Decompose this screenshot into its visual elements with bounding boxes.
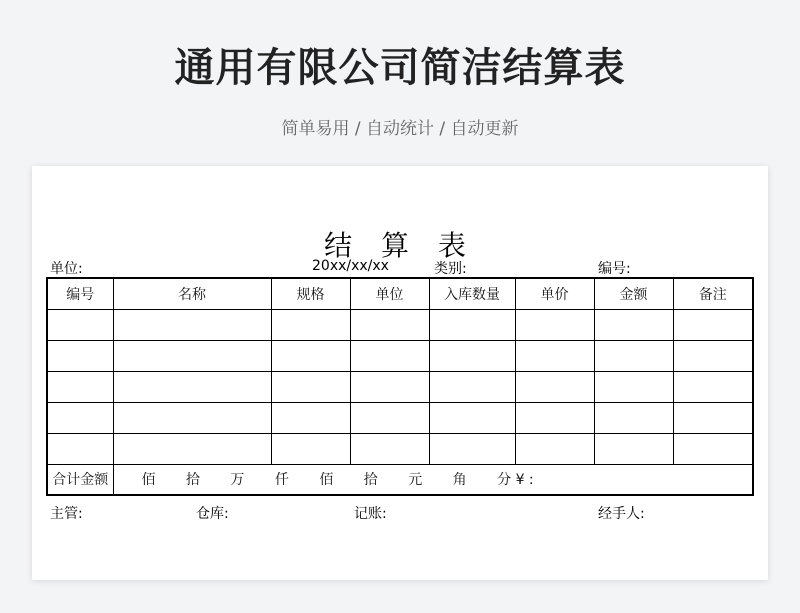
table-cell[interactable] — [113, 402, 271, 433]
total-amount-label: 合计金额 — [47, 464, 113, 495]
table-cell[interactable] — [594, 340, 673, 371]
table-row — [47, 309, 753, 340]
table-cell[interactable] — [673, 371, 753, 402]
document-title: 结 算 表 — [324, 229, 476, 262]
table-cell[interactable] — [515, 309, 594, 340]
table-cell[interactable] — [429, 309, 515, 340]
table-row — [47, 371, 753, 402]
footer-warehouse-label: 仓库: — [196, 506, 229, 522]
table-cell[interactable] — [350, 309, 429, 340]
table-row — [47, 402, 753, 433]
unit-qian: 仟 — [274, 472, 289, 489]
settlement-table — [46, 277, 754, 496]
table-cell[interactable] — [113, 340, 271, 371]
footer-supervisor-label: 主管: — [50, 506, 83, 522]
table-cell[interactable] — [429, 402, 515, 433]
table-header-row — [47, 278, 753, 309]
table-cell[interactable] — [515, 402, 594, 433]
column-header-quantity: 入库数量 — [429, 278, 515, 309]
table-cell[interactable] — [673, 340, 753, 371]
total-amount-units[interactable] — [113, 464, 753, 495]
table-cell[interactable] — [429, 371, 515, 402]
unit-yuan: 元 — [408, 472, 423, 489]
unit-bai: 佰 — [319, 472, 334, 489]
unit-bai: 佰 — [141, 472, 156, 489]
table-cell[interactable] — [515, 371, 594, 402]
table-cell[interactable] — [673, 402, 753, 433]
table-cell[interactable] — [113, 309, 271, 340]
settlement-sheet — [32, 166, 768, 580]
table-cell[interactable] — [515, 340, 594, 371]
unit-wan: 万 — [230, 472, 245, 489]
table-cell[interactable] — [47, 433, 113, 464]
table-cell[interactable] — [673, 309, 753, 340]
meta-unit-label: 单位: — [50, 261, 83, 277]
meta-date: 20xx/xx/xx — [312, 258, 389, 274]
table-cell[interactable] — [47, 402, 113, 433]
footer-handler-label: 经手人: — [598, 506, 645, 522]
table-cell[interactable] — [271, 402, 350, 433]
column-header-number: 编号 — [47, 278, 113, 309]
column-header-name: 名称 — [113, 278, 271, 309]
table-cell[interactable] — [113, 433, 271, 464]
unit-jiao: 角 — [452, 472, 467, 489]
table-cell[interactable] — [515, 433, 594, 464]
page-title: 通用有限公司简洁结算表 — [174, 45, 626, 91]
table-cell[interactable] — [594, 433, 673, 464]
table-cell[interactable] — [594, 402, 673, 433]
meta-number-label: 编号: — [598, 261, 631, 277]
table-cell[interactable] — [47, 371, 113, 402]
footer-bookkeeping-label: 记账: — [354, 506, 387, 522]
table-cell[interactable] — [271, 371, 350, 402]
unit-shi: 拾 — [185, 472, 200, 489]
page-subtitle: 简单易用 / 自动统计 / 自动更新 — [281, 119, 519, 139]
unit-shi: 拾 — [363, 472, 378, 489]
column-header-unit: 单位 — [350, 278, 429, 309]
table-cell[interactable] — [350, 433, 429, 464]
column-header-amount: 金额 — [594, 278, 673, 309]
table-cell[interactable] — [350, 340, 429, 371]
column-header-remarks: 备注 — [673, 278, 753, 309]
table-cell[interactable] — [113, 371, 271, 402]
table-cell[interactable] — [673, 433, 753, 464]
meta-category-label: 类别: — [434, 261, 467, 277]
table-row — [47, 340, 753, 371]
table-cell[interactable] — [594, 371, 673, 402]
table-cell[interactable] — [350, 402, 429, 433]
column-header-spec: 规格 — [271, 278, 350, 309]
table-cell[interactable] — [350, 371, 429, 402]
table-cell[interactable] — [271, 433, 350, 464]
table-cell[interactable] — [594, 309, 673, 340]
table-cell[interactable] — [429, 340, 515, 371]
table-cell[interactable] — [271, 309, 350, 340]
table-cell[interactable] — [271, 340, 350, 371]
table-row — [47, 433, 753, 464]
column-header-price: 单价 — [515, 278, 594, 309]
table-cell[interactable] — [47, 309, 113, 340]
unit-fen-currency: 分 ¥ : — [497, 472, 534, 489]
table-cell[interactable] — [47, 340, 113, 371]
total-row — [47, 464, 753, 495]
table-cell[interactable] — [429, 433, 515, 464]
